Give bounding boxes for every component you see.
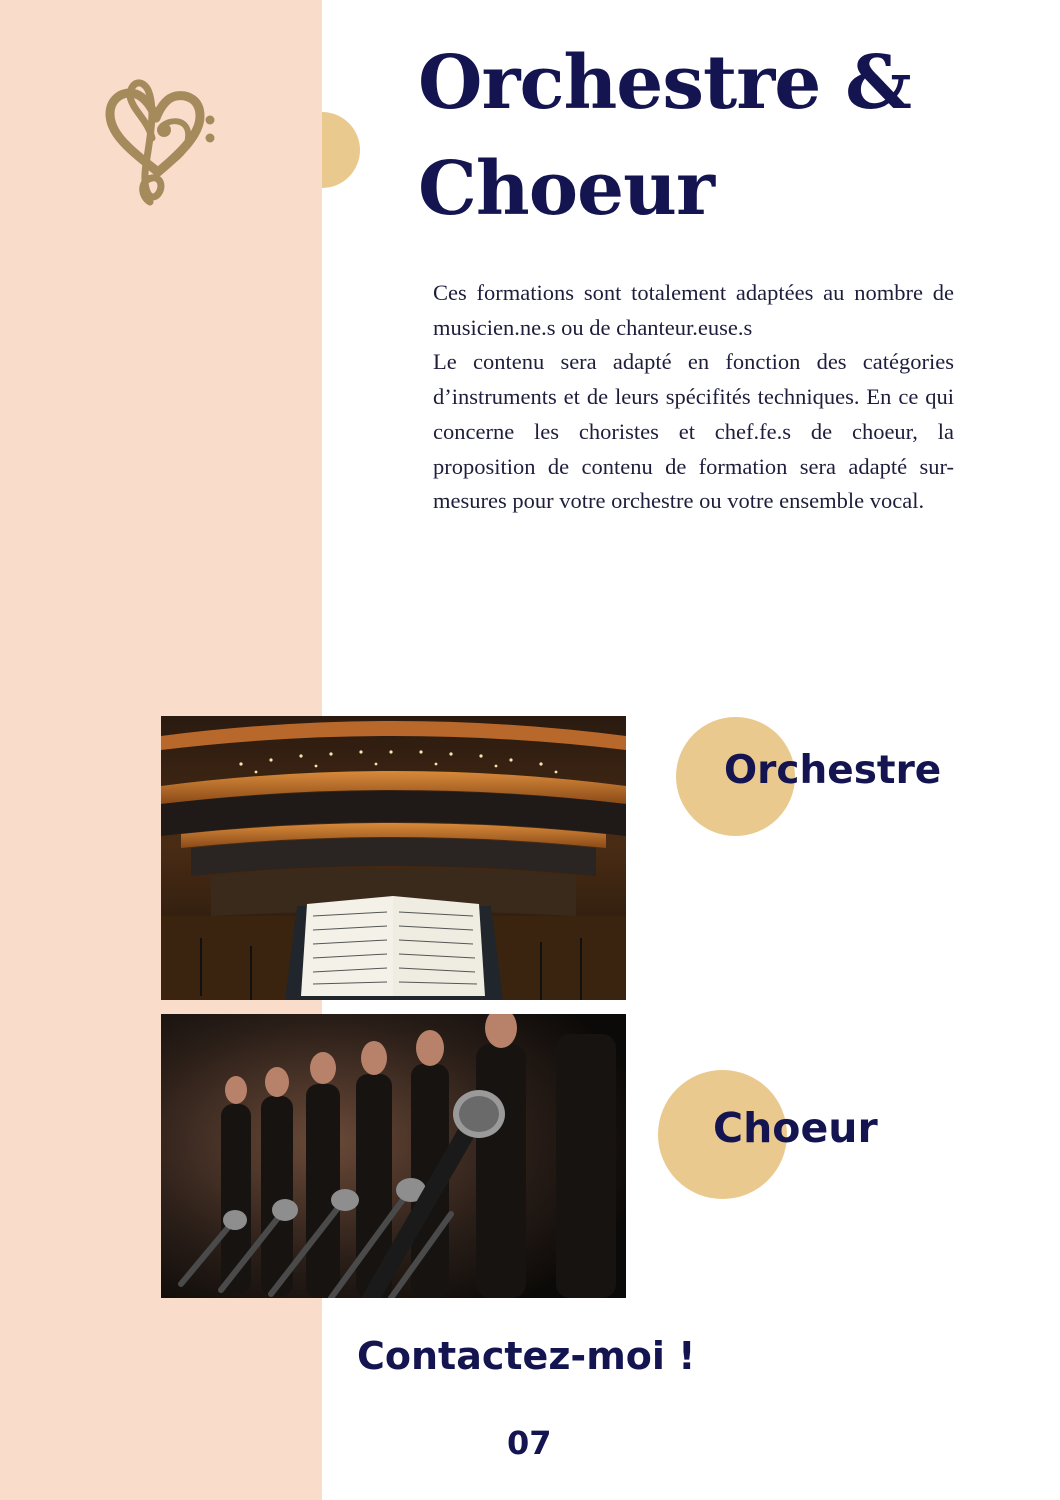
page-title xyxy=(418,30,911,242)
treble-bass-clef-heart-icon xyxy=(100,68,224,212)
choir-photo xyxy=(161,1014,626,1298)
page-number: 07 xyxy=(507,1424,552,1462)
title-line-2: Choeur xyxy=(418,146,714,232)
orchestra-label: Orchestre xyxy=(724,748,942,793)
orchestra-photo xyxy=(161,716,626,1000)
contact-link[interactable]: Contactez-moi ! xyxy=(357,1334,696,1378)
intro-paragraph-2: Le contenu sera adapté en fonction des catégories d’instruments et de leurs spécifités techniques. En ce qui concerne les choristes et chef.fe.s de choeur, la proposition de contenu de formation sera adapté sur-mesures pour votre orchestre ou votre ensemble vocal. xyxy=(433,349,954,514)
title-line-1: Orchestre & xyxy=(418,40,911,126)
choir-label: Choeur xyxy=(713,1104,878,1152)
intro-paragraph-1: Ces formations sont totalement adaptées au nombre de musicien.ne.s ou de chanteur.euse.s xyxy=(433,280,954,340)
intro-text xyxy=(433,276,954,519)
